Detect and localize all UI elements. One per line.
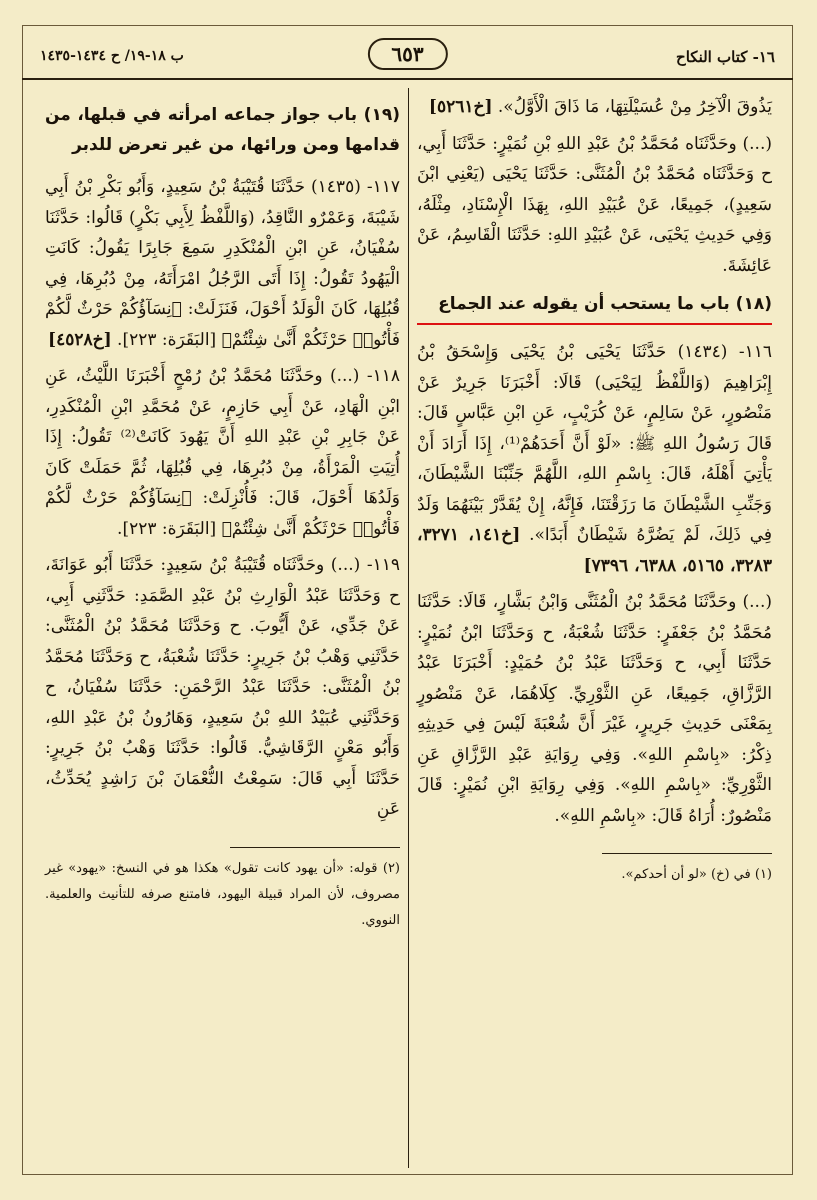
paragraph: ١١٩- (...) وحَدَّثَنَاه قُتَيْبَةُ بْنُ سَعِيدٍ: حَدَّثَنَا أَبُو عَوَانَةَ، ح وَحَدَّثَنَا عَبْدُ الْوَارِثِ بْنُ عَبْدِ الصَّمَدِ: حَدَّثَنِي أَبِي، عَنْ جَدِّي، عَنْ أَيُّوبَ. ح وَحَدَّثَنَا مُحَمَّدُ بْنُ الْمُثَنَّى: حَدَّثَنِي وَهْبُ بْنُ جَرِيرٍ: حَدَّثَنَا شُعْبَةُ، ح وَحَدَّثَنَا مُحَمَّدُ بْنُ الْمُثَنَّى: حَدَّثَنَا عَبْدُ الرَّحْمَنِ: حَدَّثَنَا سُفْيَانُ، ح وَحَدَّثَنِي عُبَيْدُ اللهِ بْنُ سَعِيدٍ، وَهَارُونُ بْنُ عَبْدِ اللهِ، وَأَبُو مَعْنٍ الرَّقَاشِيُّ. قَالُوا: حَدَّثَنَا وَهْبُ بْنُ جَرِيرٍ: حَدَّثَنَا أَبِي قَالَ: سَمِعْتُ النُّعْمَانَ بْنَ رَاشِدٍ يُحَدِّثُ، عَنِ [45,555,400,819]
reference: [خ٤٥٢٨] [48,329,112,350]
chapter-heading: (١٨) باب ما يستحب أن يقوله عند الجماع [417,289,772,325]
paragraph [417,337,772,581]
footnote: (١) في (خ) «لو أن أحدكم». [621,867,772,882]
paragraph: ١١٨- (...) وحَدَّثَنَا مُحَمَّدُ بْنُ رُمْحٍ أَخْبَرَنَا اللَّيْثُ، عَنِ ابْنِ الْهَادِ، عَنْ أَبِي حَازِمٍ، عَنْ مُحَمَّدِ ابْنِ الْمُنْكَدِرِ، عَنْ جَابِرِ بْنِ عَبْدِ اللهِ أَنَّ يَهُودَ كَانَتْ⁽²⁾ تَقُولُ: إِذَا أُتِيَتِ الْمَرْأَةُ، مِنْ دُبُرِهَا، فِي قُبُلِهَا، ثُمَّ حَمَلَتْ كَانَ وَلَدُهَا أَحْوَلَ، قَالَ: فَأُنْزِلَتْ: ﴿نِسَآؤُكُمْ حَرْثٌ لَّكُمْ فَأْتُوا۟ حَرْثَكُمْ أَنَّىٰ شِئْتُمْ﴾ [البَقَرَة: ٢٢٣]. [45,366,400,539]
book-title: ١٦- كتاب النكاح [676,48,775,66]
page-number: ٦٥٣ [367,38,447,70]
right-column [417,92,772,1162]
header-rule [22,78,793,80]
paragraph [45,172,400,355]
paragraph: (...) وحَدَّثَنَاه مُحَمَّدُ بْنُ عَبْدِ اللهِ بْنِ نُمَيْرٍ: حَدَّثَنَا أَبِي، ح وَحَدَّثَنَاه مُحَمَّدُ بْنُ الْمُثَنَّى: حَدَّثَنَا يَحْيَى (يَعْنِي ابْنَ سَعِيدٍ)، جَمِيعًا، عَنْ عُبَيْدِ اللهِ، بِهَذَا الْإِسْنَادِ، مِثْلَهُ، وَفِي حَدِيثِ يَحْيَى، عَنْ عُبَيْدِ اللهِ: حَدَّثَنَا الْقَاسِمُ، عَنْ عَائِشَةَ. [417,133,772,276]
paragraph [417,92,772,123]
left-column [45,92,400,1162]
footnote: (٢) قوله: «أن يهود كانت تقول» هكذا هو في النسخ: «يهود» غير مصروف، لأن المراد قبيلة اليهود، فامتنع صرفه للتأنيث والعلمية. النووي. [45,860,400,928]
page-header [22,38,793,68]
paragraph: (...) وحَدَّثَنَا مُحَمَّدُ بْنُ الْمُثَنَّى وَابْنُ بَشَّارٍ، قَالَا: حَدَّثَنَا مُحَمَّدُ بْنُ جَعْفَرٍ: حَدَّثَنَا شُعْبَةُ، ح وَحَدَّثَنَا ابْنُ نُمَيْرٍ: حَدَّثَنَا أَبِي، ح وَحَدَّثَنَا عَبْدُ بْنُ حُمَيْدٍ: أَخْبَرَنَا عَبْدُ الرَّزَّاقِ، جَمِيعًا، عَنِ الثَّوْرِيِّ. كِلَاهُمَا، عَنْ مَنْصُورٍ بِمَعْنَى حَدِيثِ جَرِيرٍ، غَيْرَ أَنَّ شُعْبَةَ لَيْسَ فِي حَدِيثِهِ ذِكْرُ: «بِاسْمِ اللهِ». وَفِي رِوَايَةِ عَبْدِ الرَّزَّاقِ عَنِ الثَّوْرِيِّ: «بِاسْمِ اللهِ». وَفِي رِوَايَةِ ابْنِ نُمَيْرٍ: قَالَ مَنْصُورٌ: أُرَاهُ قَالَ: «بِاسْمِ اللهِ». [417,592,772,826]
footnote-rule [230,847,400,848]
chapter-heading: (١٩) باب جواز جماعه امرأته في قبلها، من قدامها ومن ورائها، من غير تعرض للدبر [45,105,400,155]
reference: [خ٥٢٦١] [428,97,493,117]
hadith-text: ١١٧- (١٤٣٥) حَدَّثَنَا قُتَيْبَةُ بْنُ سَعِيدٍ، وَأَبُو بَكْرِ بْنُ أَبِي شَيْبَةَ، وَعَمْرٌو النَّاقِدُ، (وَاللَّفْظُ لِأَبِي بَكْرٍ) قَالُوا: حَدَّثَنَا سُفْيَانُ، عَنِ ابْنِ الْمُنْكَدِرِ سَمِعَ جَابِرًا يَقُولُ: كَانَتِ الْيَهُودُ تَقُولُ: إِذَا أَتَى الرَّجُلُ امْرَأَتَهُ، مِنْ دُبُرِهَا، فِي قُبُلِهَا، كَانَ الْوَلَدُ أَحْوَلَ، فَنَزَلَتْ: ﴿نِسَآؤُكُمْ حَرْثٌ لَّكُمْ فَأْتُوا۟ حَرْثَكُمْ أَنَّىٰ شِئْتُمْ﴾ [البَقَرَة: ٢٢٣]. [45,177,400,350]
hadith-text: ١١٦- (١٤٣٤) حَدَّثَنَا يَحْيَى بْنُ يَحْيَى وَإِسْحَقُ بْنُ إِبْرَاهِيمَ (وَاللَّفْظُ لِيَحْيَى) قَالَا: أَخْبَرَنَا جَرِيرٌ عَنْ مَنْصُورٍ، عَنْ سَالِمٍ، عَنْ كُرَيْبٍ، عَنِ ابْنِ عَبَّاسٍ قَالَ: قَالَ رَسُولُ اللهِ ﷺ: «لَوْ أَنَّ أَحَدَهُمْ⁽¹⁾، إِذَا أَرَادَ أَنْ يَأْتِيَ أَهْلَهُ، قَالَ: بِاسْمِ اللهِ، اللَّهُمَّ جَنِّبْنَا الشَّيْطَانَ، وَجَنِّبِ الشَّيْطَانَ مَا رَزَقْتَنَا، فَإِنَّهُ، إِنْ يُقَدَّرْ بَيْنَهُمَا وَلَدٌ فِي ذَلِكَ، لَمْ يَضُرَّهُ شَيْطَانٌ أَبَدًا». [417,342,773,545]
column-divider [408,88,409,1168]
section-range: ب ١٨-١٩/ ح ١٤٣٤-١٤٣٥ [40,48,184,64]
reference: [خ١٤١، ٣٢٧١، ٣٢٨٣، ٥١٦٥، ٦٣٨٨، ٧٣٩٦] [417,525,772,576]
hadith-text: يَذُوقَ الْآخِرُ مِنْ عُسَيْلَتِهَا، مَا ذَاقَ الْأَوَّلُ». [497,97,772,117]
footnote-rule [602,853,772,854]
